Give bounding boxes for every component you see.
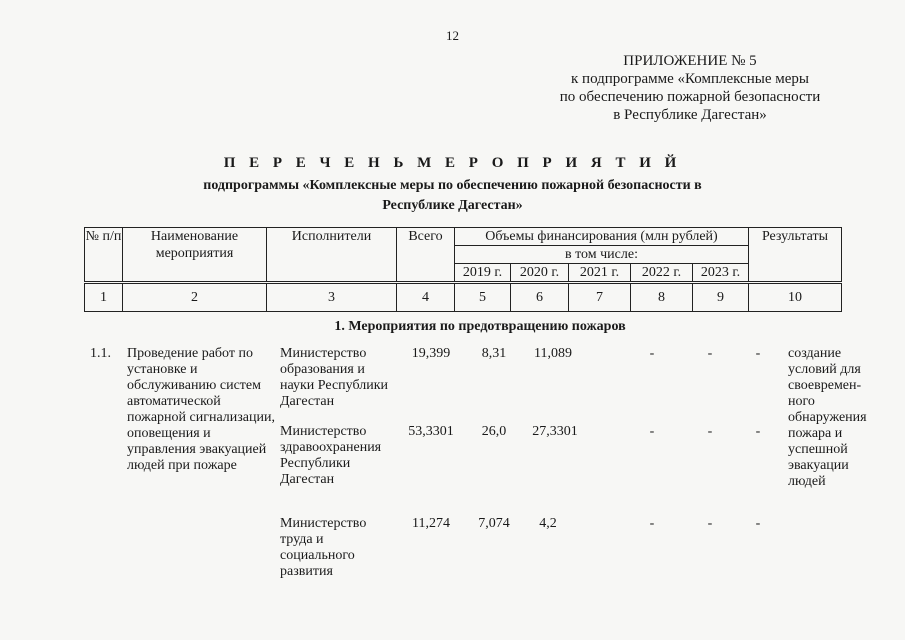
header-including: в том числе: (455, 246, 749, 264)
year-2023-cell: - (755, 424, 761, 439)
header-year: 2019 г. (455, 264, 511, 282)
year-2022-cell: - (707, 346, 713, 361)
appendix-heading (540, 52, 840, 124)
item-result: создание условий для своевремен-ного обнаружения пожара и успешной эвакуации людей (788, 346, 867, 489)
header-executors: Исполнители (267, 228, 397, 282)
header-year: 2023 г. (693, 264, 749, 282)
column-number: 8 (631, 284, 693, 312)
section-title: 1. Мероприятия по предотвращению пожаров (334, 319, 626, 334)
column-number: 7 (569, 284, 631, 312)
appendix-line: по обеспечению пожарной безопасности (559, 89, 821, 105)
executor-cell: Министерство труда и социального развития (280, 516, 367, 579)
header-year: 2020 г. (511, 264, 569, 282)
header-funding: Объемы финансирования (млн рублей) (455, 228, 749, 246)
column-number: 6 (511, 284, 569, 312)
header-year: 2022 г. (631, 264, 693, 282)
column-number: 2 (123, 284, 267, 312)
appendix-line: к подпрограмме «Комплексные меры (571, 71, 809, 87)
year-2021-cell: - (649, 346, 655, 361)
total-cell: 11,274 (412, 516, 450, 531)
executor-cell: Министерство образования и науки Республики Дагестан (280, 346, 389, 409)
executor-cell: Министерство здравоохранения Республики Дагестан (280, 424, 382, 487)
year-2023-cell: - (755, 516, 761, 531)
column-number: 10 (749, 284, 842, 312)
year-2020-cell: 11,089 (534, 346, 572, 361)
document-title: П Е Р Е Ч Е Н Ь М Е Р О П Р И Я Т И Й (223, 155, 682, 171)
year-2022-cell: - (707, 516, 713, 531)
appendix-line: ПРИЛОЖЕНИЕ № 5 (623, 53, 757, 69)
column-number: 4 (397, 284, 455, 312)
item-name: Проведение работ по установке и обслуживанию систем автоматической пожарной сигнализации, оповещения и управления эвакуацией людей при пожаре (127, 346, 275, 473)
header-name: Наименование мероприятия (123, 228, 267, 282)
column-numbers-row (84, 283, 842, 312)
document-subtitle: подпрограммы «Комплексные меры по обеспечению пожарной безопасности в Республике Дагестан» (203, 178, 702, 213)
year-2021-cell: - (649, 516, 655, 531)
year-2020-cell: 4,2 (539, 516, 557, 531)
column-number: 5 (455, 284, 511, 312)
year-2022-cell: - (707, 424, 713, 439)
year-2020-cell: 27,3301 (532, 424, 578, 439)
total-cell: 19,399 (411, 346, 451, 361)
year-2021-cell: - (649, 424, 655, 439)
item-number: 1.1. (90, 346, 111, 361)
page-number: 12 (446, 28, 459, 43)
year-2019-cell: 7,074 (478, 516, 510, 531)
header-results: Результаты (749, 228, 842, 282)
year-2023-cell: - (755, 346, 761, 361)
column-number: 1 (85, 284, 123, 312)
table-header (84, 227, 842, 282)
header-total: Всего (397, 228, 455, 282)
header-number: № п/п (85, 228, 123, 282)
column-number: 9 (693, 284, 749, 312)
header-year: 2021 г. (569, 264, 631, 282)
appendix-line: в Республике Дагестан» (613, 107, 767, 123)
total-cell: 53,3301 (408, 424, 454, 439)
year-2019-cell: 8,31 (481, 346, 507, 361)
year-2019-cell: 26,0 (481, 424, 507, 439)
column-number: 3 (267, 284, 397, 312)
